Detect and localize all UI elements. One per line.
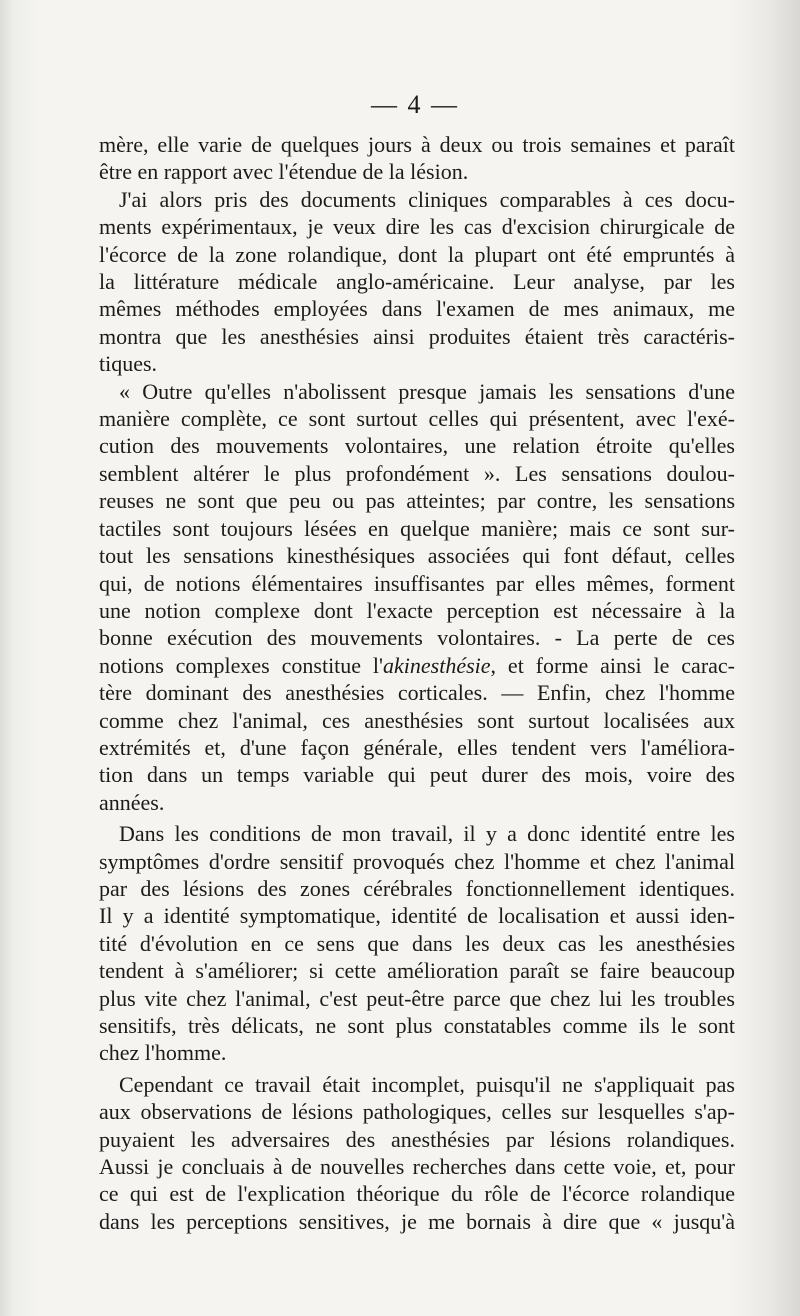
text-line: reuses ne sont que peu ou pas atteintes; par contre, les sensations — [99, 488, 735, 514]
text-line: tité d'évolution en ce sens que dans les deux cas les anesthésies — [99, 930, 735, 956]
page-number: — 4 — — [371, 90, 459, 119]
text-line: tiques. — [99, 351, 158, 377]
text-line: une notion complexe dont l'exacte perception est nécessaire à la — [99, 597, 735, 623]
paragraph — [99, 1071, 735, 1235]
text-line: Aussi je concluais à de nouvelles recherches dans cette voie, et, pour — [99, 1154, 735, 1180]
text-line: années. — [99, 789, 165, 815]
text-line: être en rapport avec l'étendue de la lésion. — [99, 159, 469, 185]
text-line: semblent altérer le plus profondément ». Les sensations doulou- — [99, 460, 735, 486]
text-line: aux observations de lésions pathologiques, celles sur lesquelles s'ap- — [99, 1099, 735, 1125]
paragraph — [99, 131, 735, 186]
text-line: symptômes d'ordre sensitif provoqués chez l'homme et chez l'animal — [99, 848, 735, 874]
text-line: ments expérimentaux, je veux dire les cas d'excision chirurgicale de — [99, 214, 735, 240]
text-line: la littérature médicale anglo-américaine. Leur analyse, par les — [99, 269, 735, 295]
text-line: comme chez l'animal, ces anesthésies sont surtout localisées aux — [99, 707, 735, 733]
text-line: tion dans un temps variable qui peut durer des mois, voire des — [99, 762, 735, 788]
text-line: montra que les anesthésies ainsi produites étaient très caractéris- — [99, 323, 735, 349]
paragraph — [99, 378, 735, 817]
text-line: tout les sensations kinesthésiques associées qui font défaut, celles — [99, 543, 735, 569]
text-line: dans les perceptions sensitives, je me bornais à dire que « jusqu'à — [99, 1208, 735, 1234]
text-line: « Outre qu'elles n'abolissent presque jamais les sensations d'une — [119, 378, 735, 404]
text-line: cution des mouvements volontaires, une relation étroite qu'elles — [99, 433, 735, 459]
text-line: puyaient les adversaires des anesthésies par lésions rolandiques. — [99, 1126, 735, 1152]
text-line: chez l'homme. — [99, 1040, 227, 1066]
text-line: tendent à s'améliorer; si cette amélioration paraît se faire beaucoup — [99, 958, 735, 984]
paragraph — [99, 820, 735, 1067]
text-line: Il y a identité symptomatique, identité de localisation et aussi iden- — [99, 903, 735, 929]
text-line: extrémités et, d'une façon générale, elles tendent vers l'améliora- — [99, 734, 735, 760]
text-line: mêmes méthodes employées dans l'examen de mes animaux, me — [99, 296, 735, 322]
text-line: mère, elle varie de quelques jours à deux ou trois semaines et paraît — [99, 132, 735, 157]
text-line: ce qui est de l'explication théorique du rôle de l'écorce rolandique — [99, 1181, 735, 1207]
text-line: tactiles sont toujours lésées en quelque manière; mais ce sont sur- — [99, 515, 735, 541]
text-line: tère dominant des anesthésies corticales. — Enfin, chez l'homme — [99, 680, 735, 706]
text-line: sensitifs, très délicats, ne sont plus constatables comme ils le sont — [99, 1013, 735, 1038]
body-text — [99, 131, 735, 1235]
text-line: bonne exécution des mouvements volontaires. - La perte de ces — [99, 625, 735, 651]
text-line: plus vite chez l'animal, c'est peut-être parce que chez lui les troubles — [99, 985, 735, 1011]
text-line: notions complexes constitue l'akinesthésie, et forme ainsi le carac- — [99, 652, 735, 678]
text-line: qui, de notions élémentaires insuffisantes par elles mêmes, forment — [99, 570, 735, 596]
text-line: l'écorce de la zone rolandique, dont la plupart ont été empruntés à — [99, 241, 735, 267]
text-line: J'ai alors pris des documents cliniques comparables à ces docu- — [119, 186, 735, 212]
text-line: Dans les conditions de mon travail, il y a donc identité entre les — [119, 821, 735, 847]
paragraph — [99, 186, 735, 378]
text-line: par des lésions des zones cérébrales fonctionnellement identiques. — [99, 875, 735, 901]
text-line: Cependant ce travail était incomplet, puisqu'il ne s'appliquait pas — [119, 1071, 735, 1097]
text-line: manière complète, ce sont surtout celles qui présentent, avec l'exé- — [99, 406, 735, 432]
